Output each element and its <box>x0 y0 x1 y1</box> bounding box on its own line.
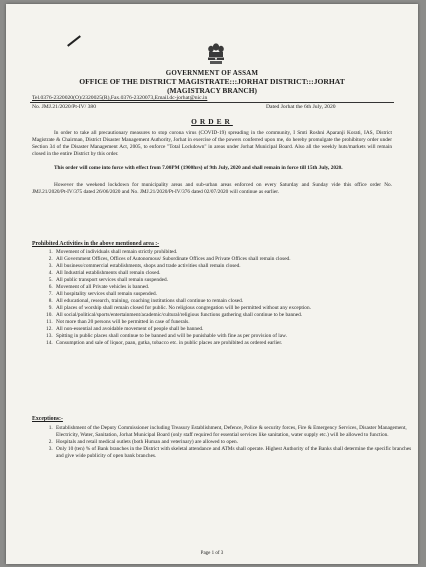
pen-mark <box>67 35 81 46</box>
list-item: 8. All educational, research, training, coaching institutions shall continue to remain closed. <box>54 298 414 305</box>
prohibited-heading: Prohibited Activities in the above mentioned area :- <box>32 241 160 247</box>
order-date: Dated Jorhat the 6th July, 2020 <box>266 104 336 110</box>
list-item: 12. All non-essential and avoidable movement of people shall be banned. <box>54 326 414 333</box>
list-item: 7. All hospitality services shall remain suspended. <box>54 291 414 298</box>
document-page <box>6 4 418 564</box>
list-item: 3. All business/commercial establishments, shops and trade activities shall remain closed. <box>54 263 414 270</box>
government-heading: GOVERNMENT OF ASSAM <box>165 69 259 77</box>
prohibited-list <box>32 249 414 347</box>
list-item: 11. Not more than 20 persons will be permitted in case of funerals. <box>54 319 414 326</box>
list-item: 1. Movement of individuals shall remain strictly prohibited. <box>54 249 414 256</box>
state-emblem-icon <box>204 42 228 68</box>
list-item: 6. Movement of all Private vehicles is banned. <box>54 284 414 291</box>
office-heading: OFFICE OF THE DISTRICT MAGISTRATE:::JORHAT DISTRICT:::JORHAT <box>79 77 345 86</box>
exceptions-heading: Exceptions:- <box>32 416 63 422</box>
branch-heading: (MAGISTRACY BRANCH) <box>167 86 257 95</box>
reference-number: No. JMJ.21/2020/Pt-IV/ 380 <box>32 104 97 110</box>
list-item: 2. All Government Offices, Offices of Autonomous/ Subordinate Offices and Private Offices shall remain closed. <box>54 256 414 263</box>
list-item: 13. Spitting in public places shall continue to be banned and will be punishable with fine as per provision of law. <box>54 333 414 340</box>
list-item: 9. All places of worship shall remain closed for public. No religious congregation will be permitted without any exception. <box>54 305 414 312</box>
header-divider <box>30 102 394 103</box>
list-item: 14. Consumption and sale of liquor, paan, gutka, tobacco etc. in public places are prohibited as ordered earlier. <box>54 340 414 347</box>
order-paragraph-1: In order to take all precautionary measures to stop corona virus (COVID-19) spreading in the community, I Smti Roshni Aparanji Korati, IAS, District Magistrate & Chairman, District Disaster Management Authority, Jorhat in exercise of the powers conferred upon me, do hereby promulgate the prohibitory order under Section 34 of the Disaster Management Act, 2005, to enforce "Total Lockdown" in areas under Jorhat Municipal Board. Also all the weekly huts/markets will remain closed in the entire District by this order. <box>32 130 392 157</box>
page-number: Page 1 of 3 <box>200 551 224 556</box>
list-item: 1. Establishment of the Deputy Commissioner including Treasury Establishment, Defence, Police & security forces, Fire & Emergency Services, Disaster Management, Electricity, Water, Sanitation, Jorhat Municipal Board (only staff required for essential services like sanitation, water supply etc.) will be allowed to function. <box>54 425 414 439</box>
list-item: 3. Only 10 (ten) % of Bank branches in the District with skeletal attendance and ATMs shall operate. Highest Authority of the Banks shall determine the specific branches and give wide publicity of open bank branches. <box>54 446 414 460</box>
list-item: 5. All public transport services shall remain suspended. <box>54 277 414 284</box>
order-paragraph-weekend: However the weekend lockdown for municipality areas and sub-urban areas enforced on every Saturday and Sunday vide this office order No. JMJ.21/2020/Pt-IV/375 dated 26/06/2020 and No. JMJ.21/2020/Pt-IV/376 dated 02/07/2020 will continue as earlier. <box>32 182 392 195</box>
document-title: ORDER <box>191 117 233 126</box>
list-item: 2. Hospitals and retail medical outlets (both Human and veterinary) are allowed to open. <box>54 439 414 446</box>
exceptions-list <box>32 425 414 460</box>
list-item: 4. All Industrial establishments shall remain closed. <box>54 270 414 277</box>
order-paragraph-effective: This order will come into force with effect from 7.00PM (1900hrs) of 9th July, 2020 and shall remain in force till 15th July, 2020. <box>54 165 343 171</box>
contact-line: Tel.0376-2320020(O)/2320025(R),Fax.0376-2320073,Email.dc-jorhat@nic.in <box>32 95 208 101</box>
list-item: 10. All social/political/sports/entertainment/academic/cultural/religious functions gathering shall continue to be banned. <box>54 312 414 319</box>
